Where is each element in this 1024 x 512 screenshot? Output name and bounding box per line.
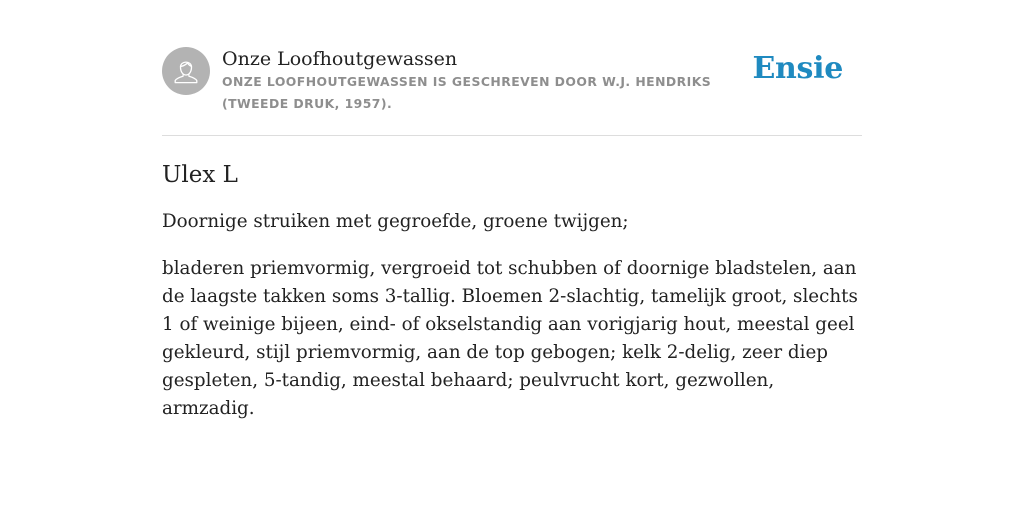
entry-title: Ulex L [162, 162, 238, 188]
ensie-logo[interactable]: Ensie [752, 51, 843, 86]
entry-content [162, 158, 862, 442]
avatar [162, 47, 210, 95]
header-divider [162, 135, 862, 136]
source-description: ONZE LOOFHOUTGEWASSEN IS GESCHREVEN DOOR W.J. HENDRIKS (TWEEDE DRUK, 1957). [222, 74, 712, 111]
source-title[interactable]: Onze Loofhoutgewassen [222, 48, 458, 70]
source-header [162, 44, 862, 134]
user-icon [162, 47, 210, 95]
entry-paragraph: Doornige struiken met gegroefde, groene twijgen; [162, 211, 629, 232]
entry-paragraph: bladeren priemvormig, vergroeid tot schubben of doornige bladstelen, aan de laagste takken soms 3-tallig. Bloemen 2-slachtig, tamelijk groot, slechts 1 of weinige bijeen, eind- of okselstandig aan vorigjarig hout, meestal geel gekleurd, stijl priemvormig, aan de top gebogen; kelk 2-delig, zeer diep gespleten, 5-tandig, meestal behaard; peulvrucht kort, gezwollen, armzadig. [162, 258, 858, 419]
